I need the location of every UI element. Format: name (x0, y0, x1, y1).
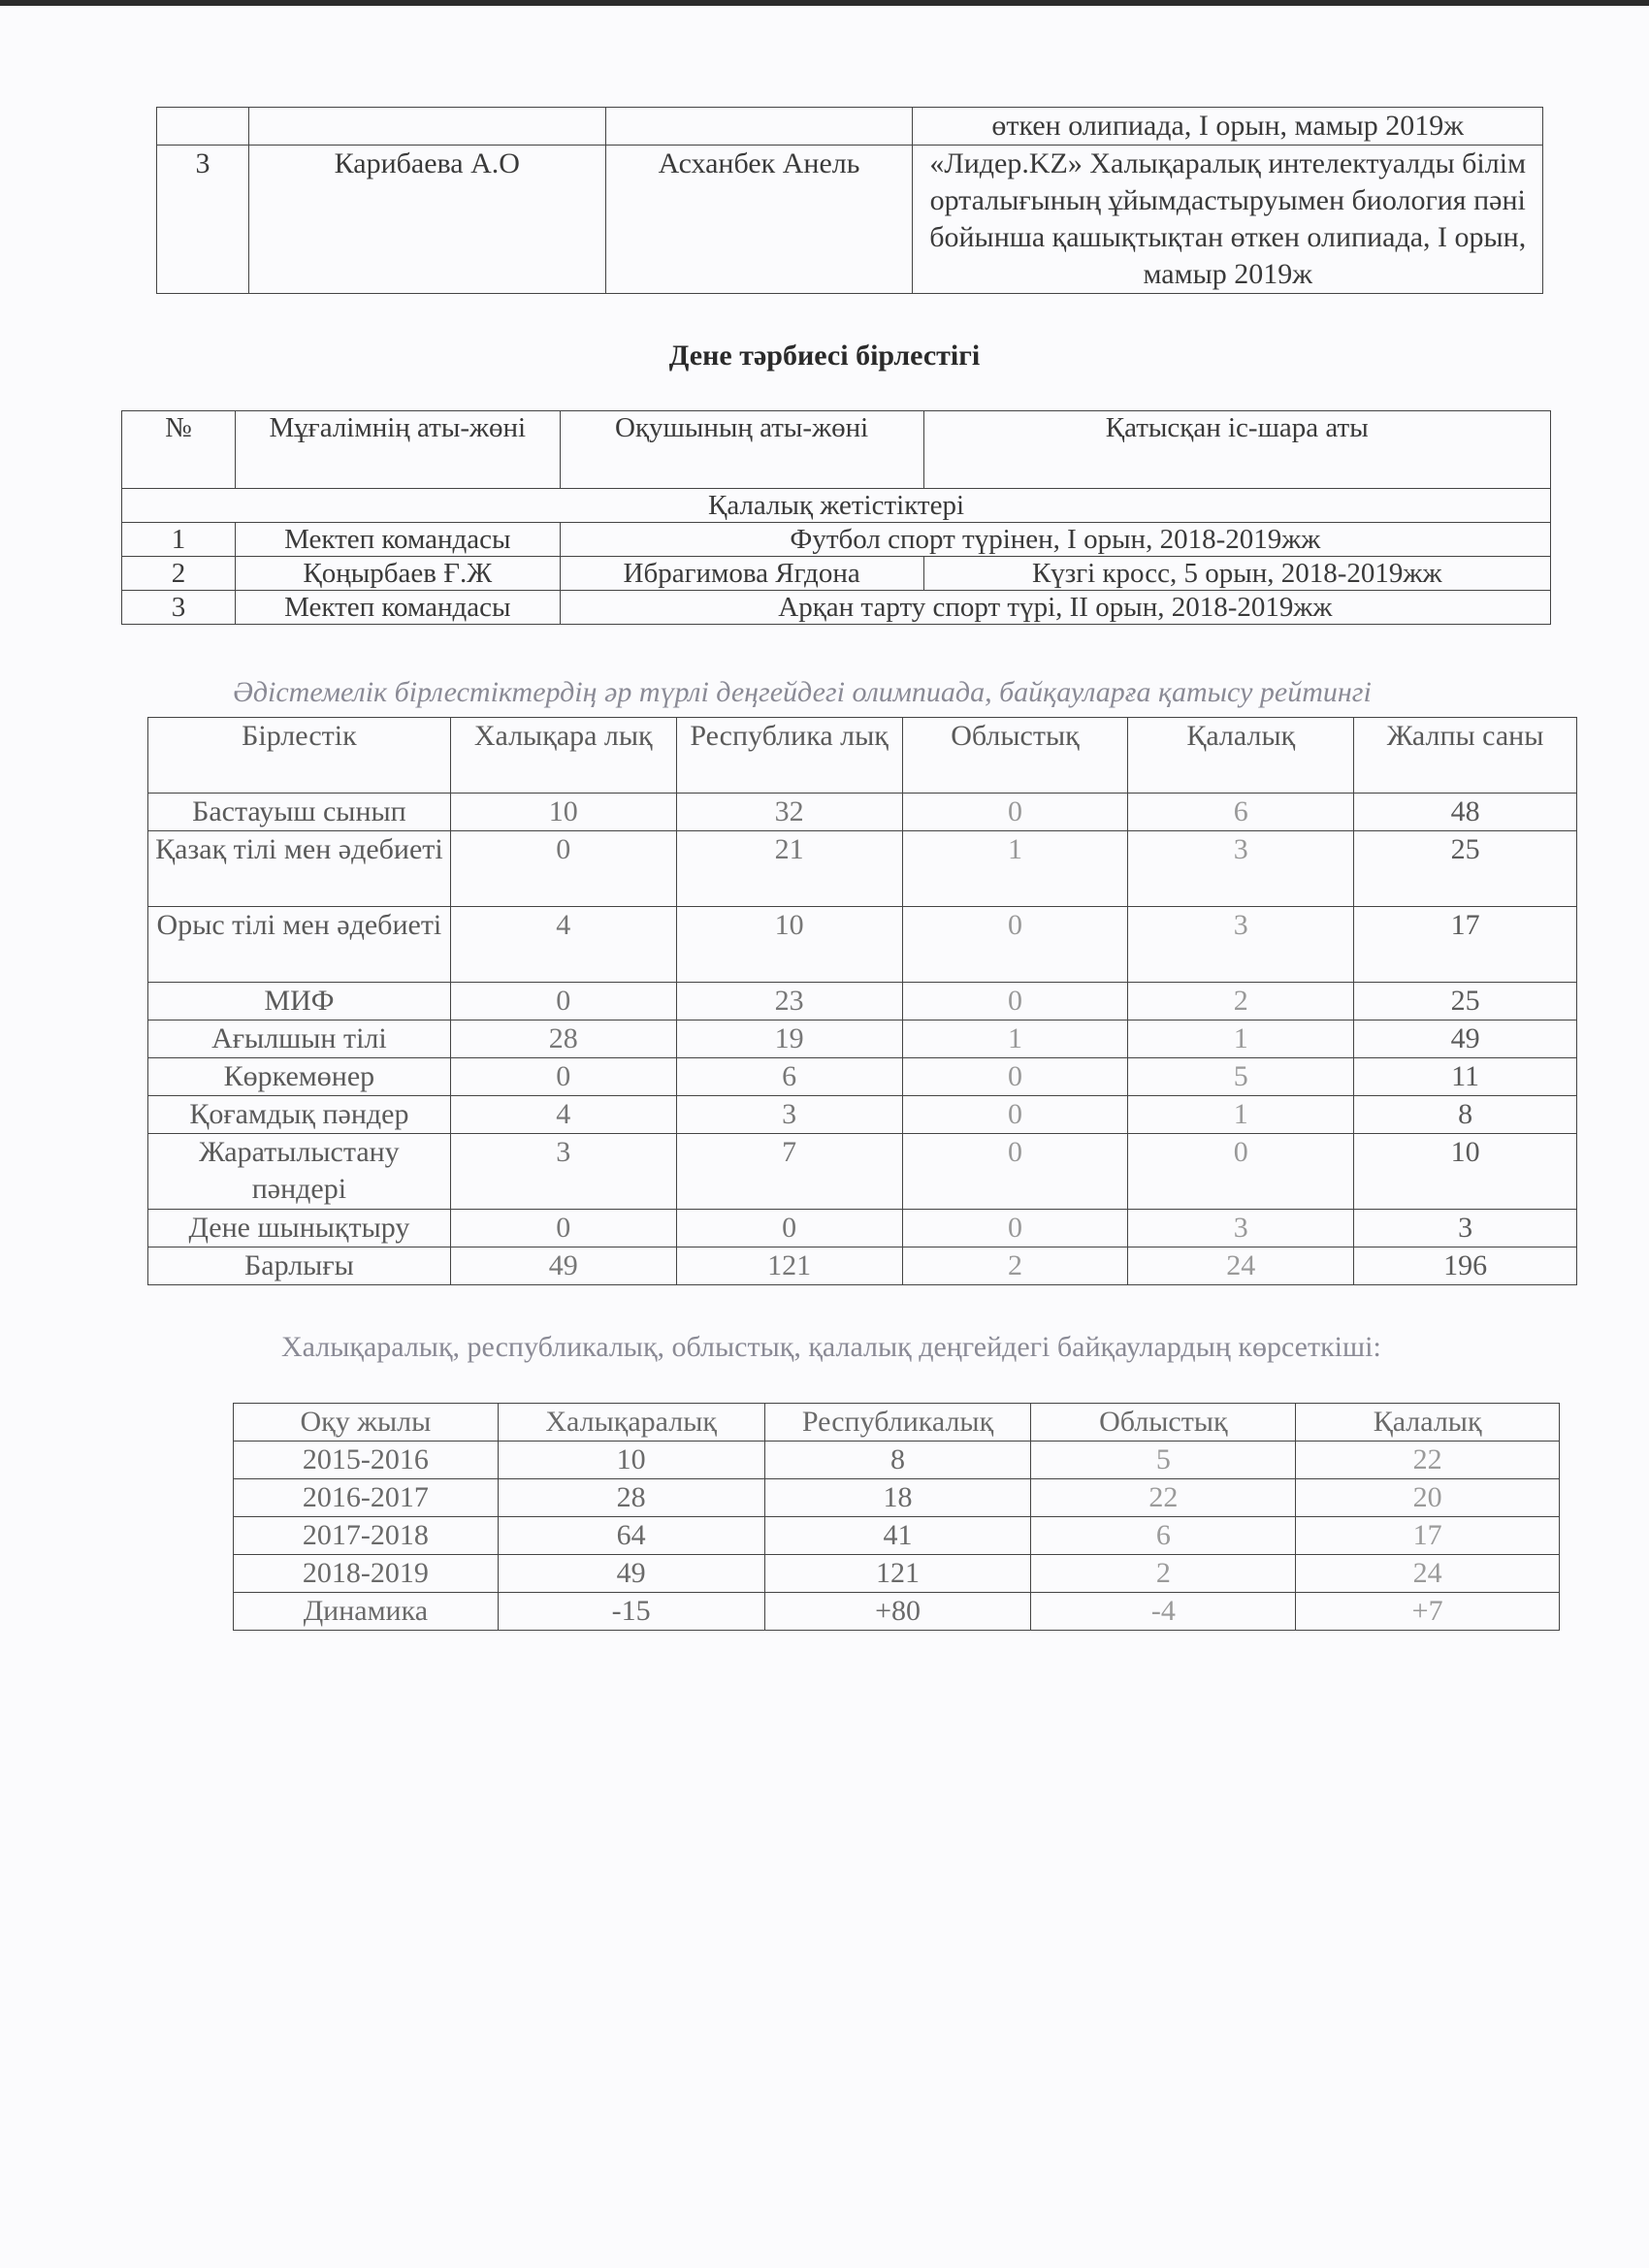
table-cell: 121 (676, 1247, 902, 1285)
association-name: Қазақ тілі мен әдебиеті (148, 831, 451, 907)
table-cell: 17 (1296, 1517, 1560, 1555)
table-cell: 25 (1354, 831, 1577, 907)
table-cell: 48 (1354, 794, 1577, 831)
table-cell: 28 (450, 1021, 676, 1058)
table-row (148, 1247, 1577, 1285)
table-row (234, 1555, 1560, 1593)
table-cell: 0 (450, 831, 676, 907)
table-cell: 10 (450, 794, 676, 831)
table-cell: 0 (450, 1058, 676, 1096)
header-event: Қатысқан іс-шара аты (923, 411, 1551, 489)
row-number: 3 (122, 591, 236, 625)
table-cell: 2 (1031, 1555, 1296, 1593)
table-row (148, 907, 1577, 983)
event-name: Футбол спорт түрінен, I орын, 2018-2019жж (560, 523, 1550, 557)
table-cell: 5 (1031, 1442, 1296, 1479)
table-row (148, 1096, 1577, 1134)
table-row (234, 1442, 1560, 1479)
table-cell: 22 (1296, 1442, 1560, 1479)
event-name: Арқан тарту спорт түрі, II орын, 2018-2019жж (560, 591, 1550, 625)
table-cell: 22 (1031, 1479, 1296, 1517)
table-row (148, 983, 1577, 1021)
table-cell: +7 (1296, 1593, 1560, 1631)
table-cell: 19 (676, 1021, 902, 1058)
table-cell: +80 (764, 1593, 1031, 1631)
table-cell: 0 (902, 1134, 1128, 1210)
table-row (148, 1058, 1577, 1096)
table-row (122, 591, 1551, 625)
header-student: Оқушының аты-жөні (560, 411, 923, 489)
table-cell: 3 (1128, 1210, 1354, 1247)
table-cell: 0 (676, 1210, 902, 1247)
table-cell: 3 (1128, 831, 1354, 907)
header-regional: Облыстық (902, 718, 1128, 794)
table-cell: 0 (450, 983, 676, 1021)
student-name (605, 108, 913, 146)
table-cell: 0 (902, 907, 1128, 983)
association-name: Барлығы (148, 1247, 451, 1285)
teacher-name: Карибаева А.О (248, 146, 605, 294)
table-cell: 4 (450, 907, 676, 983)
table-cell: 11 (1354, 1058, 1577, 1096)
rating-table (147, 717, 1577, 1285)
association-name: Дене шынықтыру (148, 1210, 451, 1247)
table-cell: 20 (1296, 1479, 1560, 1517)
table-row (148, 1021, 1577, 1058)
table-cell: 0 (902, 794, 1128, 831)
subheading-city: Қалалық жетістіктері (122, 489, 1551, 523)
table-row (234, 1593, 1560, 1631)
association-name: Көркемөнер (148, 1058, 451, 1096)
section-heading-dene: Дене тәрбиесі бірлестігі (668, 340, 981, 372)
table-cell: 3 (1354, 1210, 1577, 1247)
year-cell: Динамика (234, 1593, 499, 1631)
table-cell: 1 (1128, 1096, 1354, 1134)
table-row (157, 108, 1543, 146)
year-cell: 2016-2017 (234, 1479, 499, 1517)
table-cell: 32 (676, 794, 902, 831)
table-header-row (234, 1404, 1560, 1442)
table-row (148, 794, 1577, 831)
event-name: Күзгі кросс, 5 орын, 2018-2019жж (923, 557, 1551, 591)
table-cell: 0 (1128, 1134, 1354, 1210)
table-cell: 0 (902, 1210, 1128, 1247)
table-row (148, 831, 1577, 907)
table-row (234, 1517, 1560, 1555)
event-name: «Лидер.KZ» Халықаралық интелектуалды білім орталығының ұйымдастыруымен биология пәні бойынша қашықтықтан өткен олипиада, I орын, мамыр 2019ж (913, 146, 1543, 294)
table-cell: 3 (676, 1096, 902, 1134)
student-name: Ибрагимова Ягдона (560, 557, 923, 591)
table-cell: 17 (1354, 907, 1577, 983)
header-teacher: Мұғалімнің аты-жөні (235, 411, 560, 489)
header-international: Халықара лық (450, 718, 676, 794)
teacher-name: Мектеп командасы (235, 523, 560, 557)
association-name: МИФ (148, 983, 451, 1021)
table-cell: 10 (1354, 1134, 1577, 1210)
table-row (122, 557, 1551, 591)
teacher-name (248, 108, 605, 146)
table-cell: 28 (498, 1479, 764, 1517)
event-name: өткен олипиада, I орын, мамыр 2019ж (913, 108, 1543, 146)
teacher-name: Қоңырбаев Ғ.Ж (235, 557, 560, 591)
year-cell: 2017-2018 (234, 1517, 499, 1555)
table-cell: 41 (764, 1517, 1031, 1555)
table-cell: 121 (764, 1555, 1031, 1593)
table-cell: 49 (450, 1247, 676, 1285)
header-total: Жалпы саны (1354, 718, 1577, 794)
table-cell: 8 (1354, 1096, 1577, 1134)
table-cell: 6 (1128, 794, 1354, 831)
table-cell: 1 (1128, 1021, 1354, 1058)
table-header-row (122, 411, 1551, 489)
table-cell: 23 (676, 983, 902, 1021)
association-name: Қоғамдық пәндер (148, 1096, 451, 1134)
header-republic: Республика лық (676, 718, 902, 794)
student-name: Асханбек Анель (605, 146, 913, 294)
table-cell: -15 (498, 1593, 764, 1631)
table-cell: 10 (676, 907, 902, 983)
table-cell: 2 (902, 1247, 1128, 1285)
year-cell: 2018-2019 (234, 1555, 499, 1593)
header-regional: Облыстық (1031, 1404, 1296, 1442)
header-number: № (122, 411, 236, 489)
table-cell: 4 (450, 1096, 676, 1134)
scan-top-edge (0, 0, 1649, 6)
table-cell: 6 (1031, 1517, 1296, 1555)
dynamics-table (233, 1403, 1560, 1631)
association-name: Орыс тілі мен әдебиеті (148, 907, 451, 983)
table-cell: -4 (1031, 1593, 1296, 1631)
table-cell: 5 (1128, 1058, 1354, 1096)
table-cell: 0 (902, 1096, 1128, 1134)
header-city: Қалалық (1128, 718, 1354, 794)
table-cell: 10 (498, 1442, 764, 1479)
table-cell: 18 (764, 1479, 1031, 1517)
table-row (234, 1479, 1560, 1517)
table-cell: 24 (1128, 1247, 1354, 1285)
association-name: Ағылшын тілі (148, 1021, 451, 1058)
header-year: Оқу жылы (234, 1404, 499, 1442)
header-association: Бірлестік (148, 718, 451, 794)
table-header-row (148, 718, 1577, 794)
table-cell: 21 (676, 831, 902, 907)
table-cell: 3 (1128, 907, 1354, 983)
table-cell: 2 (1128, 983, 1354, 1021)
header-republic: Республикалық (764, 1404, 1031, 1442)
table-cell: 49 (1354, 1021, 1577, 1058)
association-name: Бастауыш сынып (148, 794, 451, 831)
teacher-name: Мектеп командасы (235, 591, 560, 625)
association-name: Жаратылыстану пәндері (148, 1134, 451, 1210)
dynamics-caption: Халықаралық, республикалық, облыстық, қалалық деңгейдегі байқаулардың көрсеткіші: (281, 1331, 1381, 1363)
table-cell: 0 (902, 1058, 1128, 1096)
dene-achievements-table (121, 410, 1551, 625)
table-row (148, 1210, 1577, 1247)
table-cell: 3 (450, 1134, 676, 1210)
table-cell: 1 (902, 1021, 1128, 1058)
row-number (157, 108, 249, 146)
table-cell: 24 (1296, 1555, 1560, 1593)
table-cell: 6 (676, 1058, 902, 1096)
year-cell: 2015-2016 (234, 1442, 499, 1479)
table-row (148, 1134, 1577, 1210)
table-cell: 49 (498, 1555, 764, 1593)
table-cell: 1 (902, 831, 1128, 907)
table-row (122, 523, 1551, 557)
table-cell: 25 (1354, 983, 1577, 1021)
table-cell: 0 (902, 983, 1128, 1021)
row-number: 1 (122, 523, 236, 557)
rating-caption: Әдістемелік бірлестіктердің әр түрлі деңгейдегі олимпиада, байқауларға қатысу рейтингі (233, 676, 1372, 708)
table-cell: 7 (676, 1134, 902, 1210)
row-number: 2 (122, 557, 236, 591)
header-city: Қалалық (1296, 1404, 1560, 1442)
subheading-row (122, 489, 1551, 523)
continued-olympiad-table (156, 107, 1543, 294)
table-cell: 64 (498, 1517, 764, 1555)
table-cell: 8 (764, 1442, 1031, 1479)
table-row (157, 146, 1543, 294)
table-cell: 0 (450, 1210, 676, 1247)
table-cell: 196 (1354, 1247, 1577, 1285)
header-international: Халықаралық (498, 1404, 764, 1442)
row-number: 3 (157, 146, 249, 294)
